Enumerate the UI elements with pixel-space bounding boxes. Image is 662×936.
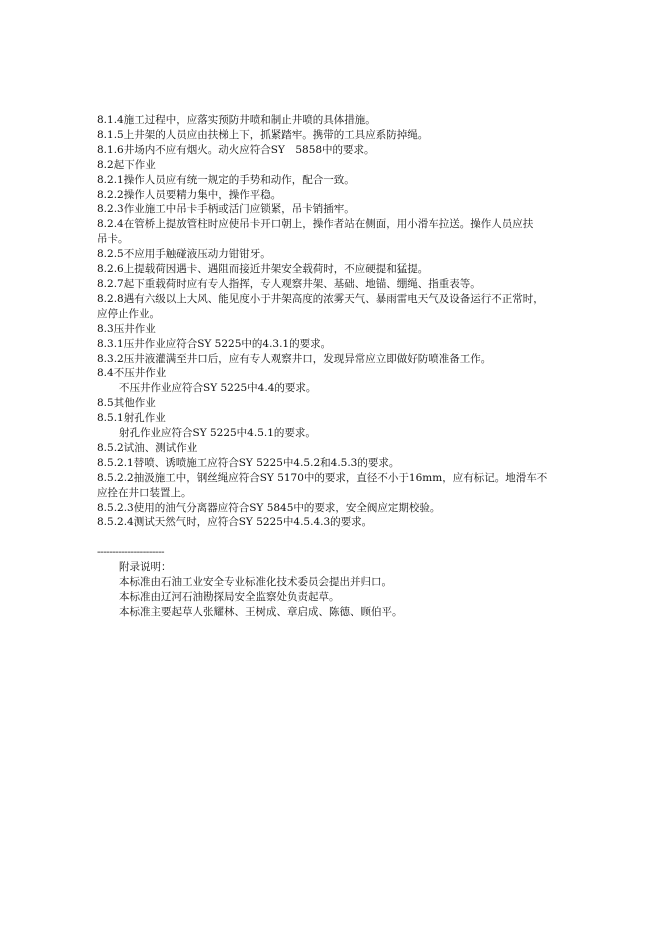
clause-8-5-1: 8.5.1射孔作业: [97, 412, 166, 425]
clause-8-3-1: 8.3.1压井作业应符合SY 5225中的4.3.1的要求。: [97, 337, 332, 350]
clause-8-2-6: 8.2.6上提载荷因遇卡、遇阻而接近井架安全载荷时，不应硬提和猛提。: [97, 263, 429, 276]
clause-8-1-4: 8.1.4施工过程中，应落实预防井喷和制止井喷的具体措施。: [97, 114, 376, 126]
spacer: [97, 530, 597, 545]
clause-8-5-2-2-cont: 应拴在井口装置上。: [97, 486, 192, 499]
clause-8-5-1-body: 射孔作业应符合SY 5225中4.5.1的要求。: [119, 427, 316, 440]
clause-8-5-2-1: 8.5.2.1替喷、诱喷施工应符合SY 5225中4.5.2和4.5.3的要求。: [97, 456, 400, 469]
section-8-2-heading: 8.2起下作业: [97, 158, 156, 171]
section-8-4-heading: 8.4不压井作业: [97, 367, 167, 380]
clause-8-2-3: 8.2.3作业施工中吊卡手柄或活门应锁紧，吊卡销插牢。: [97, 203, 355, 216]
footnote-divider: ----------------------: [97, 546, 165, 559]
clause-8-5-2-2: 8.5.2.2抽汲施工中，钢丝绳应符合SY 5170中的要求，直径不小于16mm，应有标记。地滑车不: [97, 471, 548, 484]
clause-8-2-4-cont: 吊卡。: [97, 233, 129, 246]
clause-8-2-1: 8.2.1操作人员应有统一规定的手势和动作，配合一致。: [97, 173, 355, 186]
clause-8-2-5: 8.2.5不应用手触碰液压动力钳钳牙。: [97, 248, 271, 261]
clause-8-2-2: 8.2.2操作人员要精力集中，操作平稳。: [97, 188, 282, 201]
clause-8-2-8: 8.2.8遇有六级以上大风、能见度小于井架高度的浓雾天气、暴雨雷电天气及设备运行不正常时，: [97, 292, 544, 305]
section-8-5-heading: 8.5其他作业: [97, 397, 156, 410]
clause-8-4-body: 不压井作业应符合SY 5225中4.4的要求。: [119, 382, 317, 395]
clause-8-1-5: 8.1.5上井架的人员应由扶梯上下，抓紧踏牢。携带的工具应系防掉绳。: [97, 128, 429, 141]
clause-8-3-2: 8.3.2压井液灌满至井口后，应有专人观察井口，发现异常应立即做好防喷准备工作。: [97, 352, 492, 365]
appendix-item: 本标准由辽河石油勘探局安全监察处负责起草。: [119, 590, 340, 603]
section-8-3-heading: 8.3压井作业: [97, 322, 156, 335]
clause-8-5-2-3: 8.5.2.3使用的油气分离器应符合SY 5845中的要求，安全阀应定期校验。: [97, 501, 441, 514]
clause-8-2-4: 8.2.4在管桥上提放管柱时应使吊卡开口朝上，操作者站在侧面，用小滑车拉送。操作人员应扶: [97, 218, 534, 231]
appendix-item: 本标准主要起草人张耀林、王树成、章启成、陈德、顾伯平。: [119, 605, 403, 618]
appendix-heading: 附录说明：: [119, 561, 172, 574]
clause-8-5-2: 8.5.2试油、测试作业: [97, 441, 198, 454]
clause-8-2-8-cont: 应停止作业。: [97, 307, 160, 320]
appendix-item: 本标准由石油工业安全专业标准化技术委员会提出并归口。: [119, 576, 392, 589]
clause-8-1-6: 8.1.6井场内不应有烟火。动火应符合SY 5858中的要求。: [97, 143, 375, 156]
document-body: [97, 113, 597, 620]
clause-8-2-7: 8.2.7起下重载荷时应有专人指挥，专人观察井架、基础、地锚、绷绳、指重表等。: [97, 277, 481, 290]
clause-8-5-2-4: 8.5.2.4测试天然气时，应符合SY 5225中4.5.4.3的要求。: [97, 516, 373, 529]
